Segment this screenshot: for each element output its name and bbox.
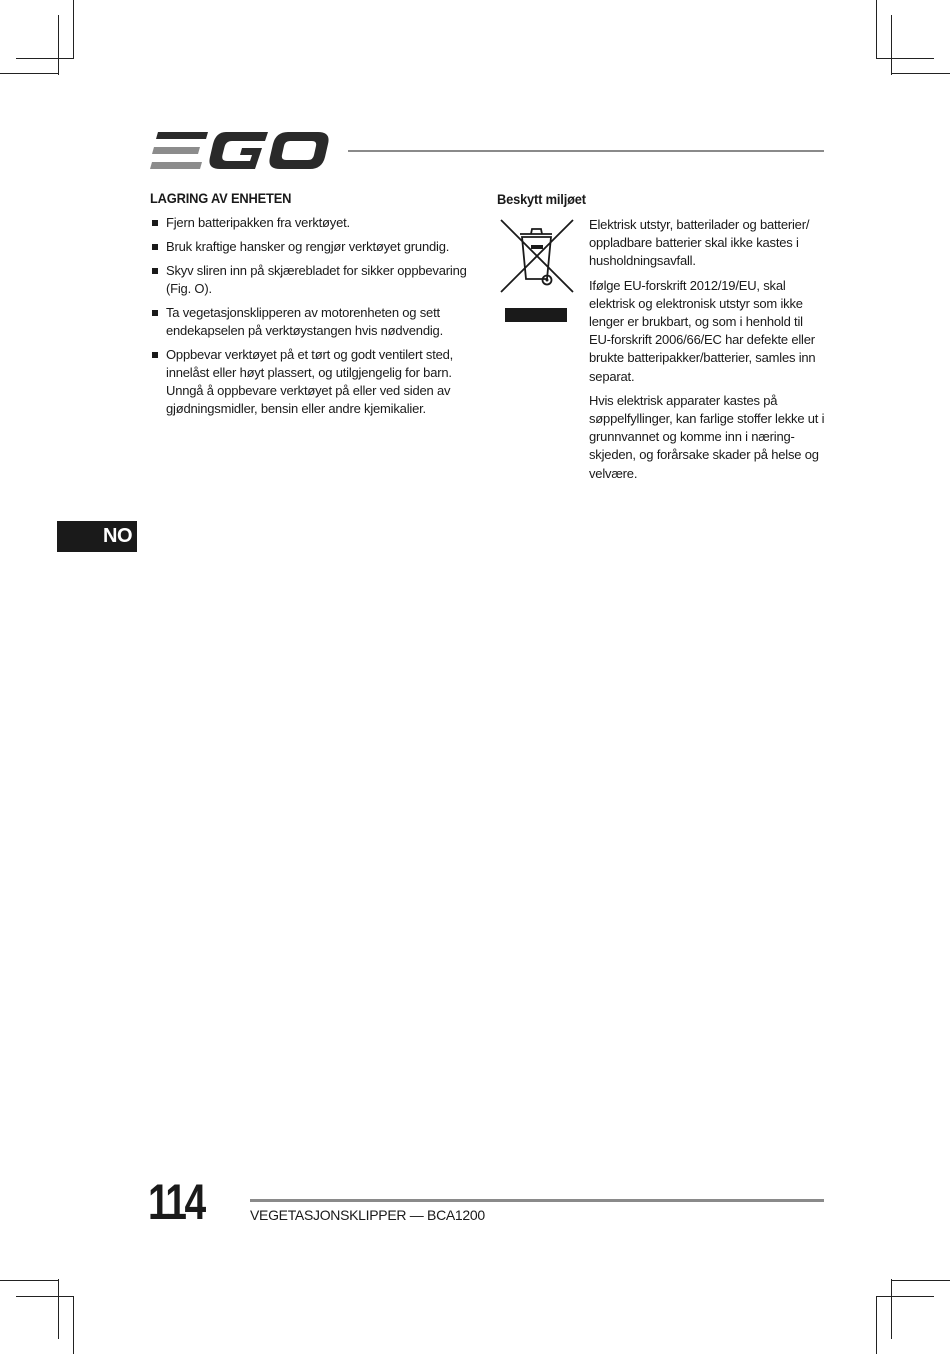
crop-mark: [16, 58, 74, 59]
crop-mark: [73, 1296, 74, 1354]
crop-mark: [58, 1279, 59, 1339]
crop-mark: [73, 0, 74, 58]
crop-mark: [0, 73, 59, 74]
list-item: Fjern batteripakken fra verktøyet.: [150, 214, 475, 232]
list-item: Skyv sliren inn på skjærebladet for sikker oppbevaring (Fig. O).: [150, 262, 475, 298]
crop-mark: [876, 1296, 877, 1354]
bullet-square-icon: [152, 244, 158, 250]
storage-section: [150, 190, 475, 424]
crop-mark: [891, 1280, 950, 1281]
crop-mark: [16, 1296, 74, 1297]
crop-mark: [891, 73, 950, 74]
header-rule: [348, 150, 824, 152]
list-item: Oppbevar verktøyet på et tørt og godt ventilert sted, innelåst eller høyt plassert, og utilgjengelig for barn. Unngå å oppbevare verktøyet på eller ved siden av gjødningsmidler, bensin eller andre kjemikalier.: [150, 346, 475, 418]
crop-mark: [876, 0, 877, 58]
crop-mark: [876, 58, 934, 59]
section-title-environment: Beskytt miljøet: [497, 191, 586, 207]
footer-rule: [250, 1199, 824, 1202]
ego-logo: [150, 130, 330, 172]
list-item: Bruk kraftige hansker og rengjør verktøyet grundig.: [150, 238, 475, 256]
crop-mark: [0, 1280, 59, 1281]
bullet-square-icon: [152, 220, 158, 226]
crop-mark: [891, 1279, 892, 1339]
crop-mark: [876, 1296, 934, 1297]
bullet-square-icon: [152, 310, 158, 316]
footer-title: VEGETASJONSKLIPPER — BCA1200: [250, 1207, 485, 1223]
crop-mark: [58, 15, 59, 75]
storage-list: [150, 214, 475, 418]
language-tab: NO: [57, 521, 137, 552]
list-item: Ta vegetasjonsklipperen av motorenheten og sett endekapselen på verktøystangen hvis nødvendig.: [150, 304, 475, 340]
paragraph: Ifølge EU-forskrift 2012/19/EU, skal elektrisk og elektronisk utstyr som ikke lenger er brukbart, og som i henhold til EU-forskrift 2006/66/EC har defekte eller brukte batteripakker/batterier, samles inn separat.: [589, 277, 816, 384]
environment-content: [497, 216, 827, 483]
environment-text: [589, 216, 827, 483]
environment-section: [497, 191, 827, 489]
crop-mark: [891, 15, 892, 75]
weee-crossed-bin-icon: [497, 216, 577, 326]
section-title-storage: LAGRING AV ENHETEN: [150, 190, 292, 206]
paragraph: Elektrisk utstyr, batterilader og batterier/ oppladbare batterier skal ikke kastes i husholdningsavfall.: [589, 217, 810, 269]
bullet-square-icon: [152, 352, 158, 358]
paragraph: Hvis elektrisk apparater kastes på søppelfyllinger, kan farlige stoffer lekke ut i grunnvannet og komme inn i næring-skjeden, og forårsake skader på helse og velvære.: [589, 392, 825, 481]
bullet-square-icon: [152, 268, 158, 274]
page-number: 114: [148, 1174, 204, 1230]
